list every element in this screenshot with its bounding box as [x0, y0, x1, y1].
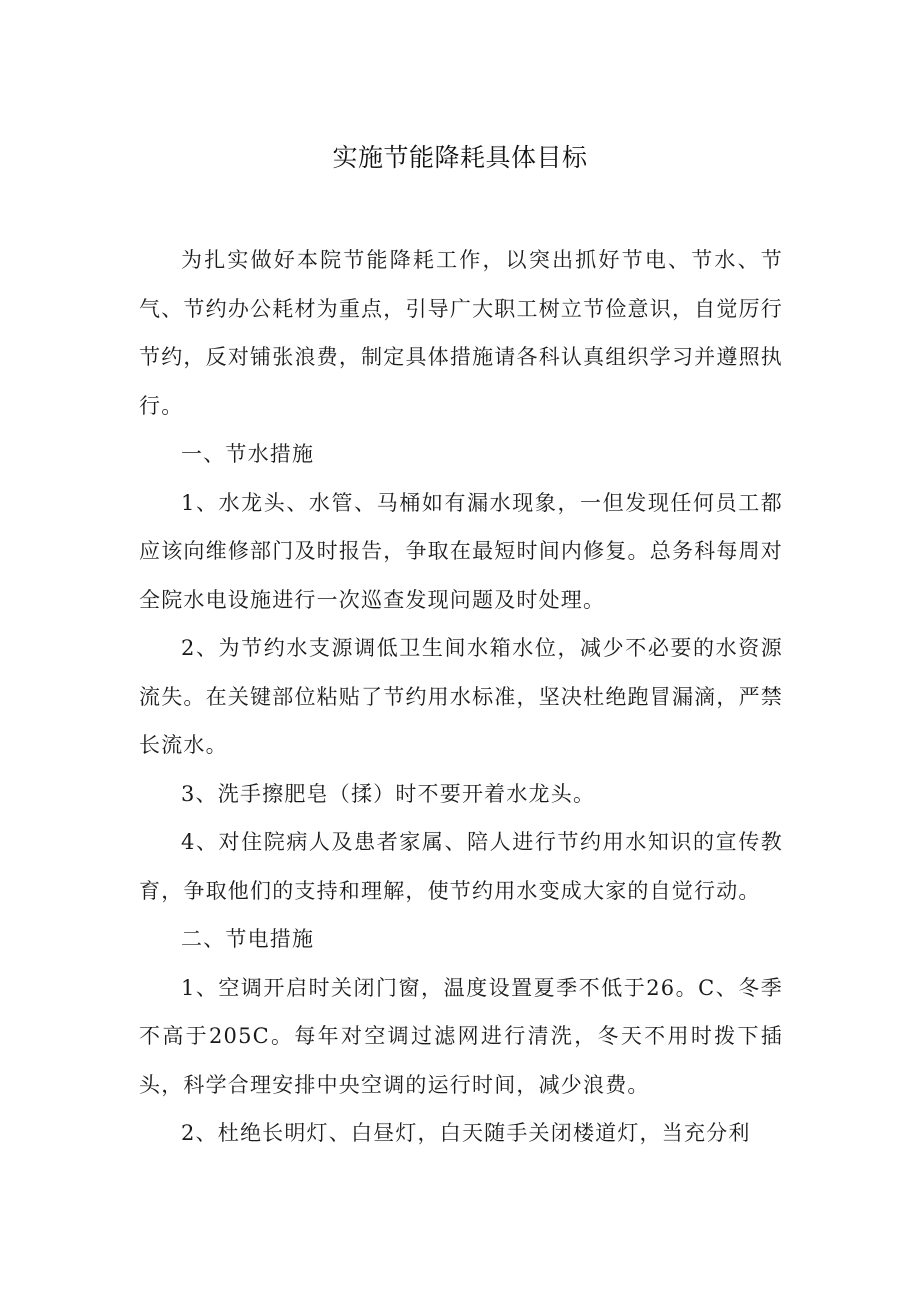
electricity-item-1: 1、空调开启时关闭门窗，温度设置夏季不低于26。C、冬季不高于205C。每年对空调过滤网进行清洗，冬天不用时拨下插头，科学合理安排中央空调的运行时间，减少浪费。 — [139, 975, 783, 1097]
water-item-3: 3、洗手擦肥皂（揉）时不要开着水龙头。 — [181, 781, 596, 806]
water-item-1: 1、水龙头、水管、马桶如有漏水现象，一但发现任何员工都应该向维修部门及时报告，争取在最短时间内修复。总务科每周对全院水电设施进行一次巡查发现问题及时处理。 — [139, 490, 783, 612]
document-body — [139, 236, 783, 1158]
section-heading-water: 一、节水措施 — [181, 442, 315, 466]
electricity-item-2: 2、杜绝长明灯、白昼灯，白天随手关闭楼道灯，当充分利 — [181, 1121, 751, 1145]
water-item-4: 4、对住院病人及患者家属、陪人进行节约用水知识的宣传教育，争取他们的支持和理解，使节约用水变成大家的自觉行动。 — [139, 830, 783, 903]
intro-paragraph: 为扎实做好本院节能降耗工作，以突出抓好节电、节水、节气、节约办公耗材为重点，引导广大职工树立节俭意识，自觉厉行节约，反对铺张浪费，制定具体措施请各科认真组织学习并遵照执行。 — [139, 248, 783, 418]
water-item-2: 2、为节约水支源调低卫生间水箱水位，减少不必要的水资源流失。在关键部位粘贴了节约用水标准，坚决杜绝跑冒漏滴，严禁长流水。 — [139, 636, 783, 757]
section-heading-electricity: 二、节电措施 — [181, 927, 315, 951]
page-title: 实施节能降耗具体目标 — [332, 143, 588, 172]
